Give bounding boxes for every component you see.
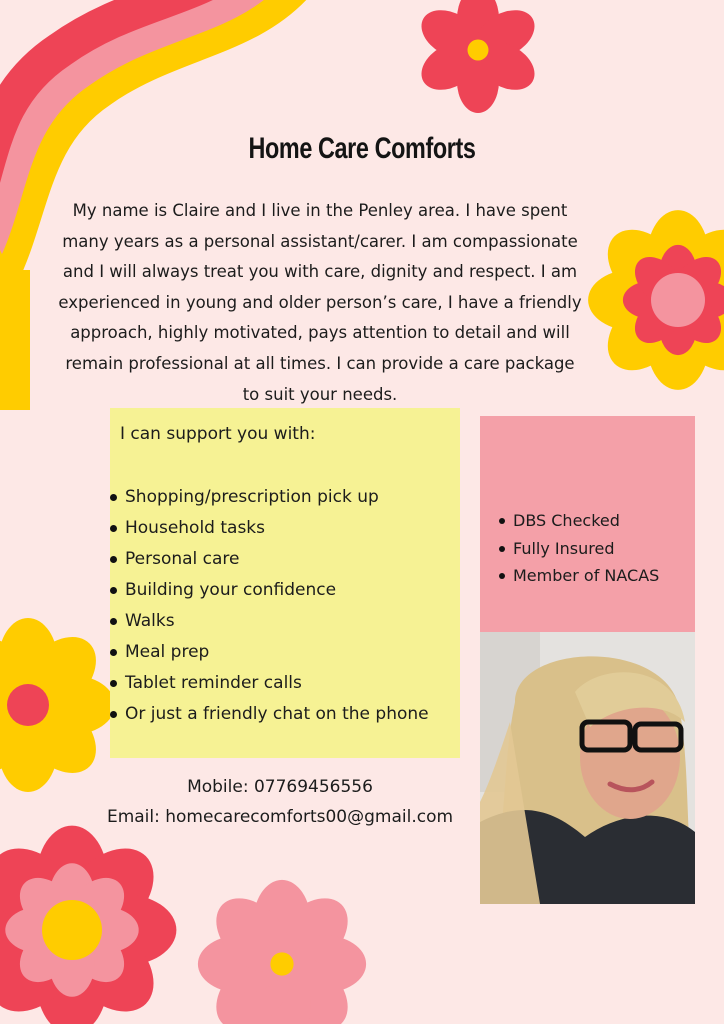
mobile-number: Mobile: 07769456556 (187, 777, 373, 797)
support-list (125, 482, 429, 730)
list-item: Or just a friendly chat on the phone (125, 699, 429, 730)
flower-left-yellow (0, 618, 115, 792)
list-item: Walks (125, 606, 429, 637)
bullet-icon (110, 711, 117, 718)
bullet-icon (110, 494, 117, 501)
bullet-icon (499, 546, 505, 552)
list-item: Personal care (125, 544, 429, 575)
credentials-list (513, 507, 659, 590)
intro-paragraph: My name is Claire and I live in the Penley area. I have spent many years as a personal assistant/carer. I am compassionate and I will always treat you with care, dignity and respect. I am experienced in young and older person’s care, I have a friendly approach, highly motivated, pays attention to detail and will remain professional at all times. I can provide a care package to suit your needs. (58, 201, 582, 404)
email-address: Email: homecarecomforts00@gmail.com (106, 807, 454, 827)
flower-bottom-left (0, 826, 176, 1024)
list-item: Household tasks (125, 513, 429, 544)
contact-block (70, 772, 490, 832)
flower-right-big (588, 210, 724, 390)
bullet-icon (110, 618, 117, 625)
bullet-icon (110, 556, 117, 563)
list-item: Shopping/prescription pick up (125, 482, 429, 513)
bullet-icon (110, 649, 117, 656)
page-title: Home Care Comforts (248, 132, 476, 165)
list-item: Tablet reminder calls (125, 668, 429, 699)
list-item: Meal prep (125, 637, 429, 668)
flower-bottom-pink (198, 880, 366, 1024)
list-item: Building your confidence (125, 575, 429, 606)
portrait-photo (480, 632, 695, 904)
bullet-icon (499, 573, 505, 579)
list-item: Member of NACAS (513, 562, 659, 590)
portrait-illustration (480, 632, 695, 904)
bullet-icon (499, 518, 505, 524)
bullet-icon (110, 680, 117, 687)
bullet-icon (110, 587, 117, 594)
support-heading: I can support you with: (120, 424, 316, 444)
flower-top-red (413, 0, 543, 113)
list-item: Fully Insured (513, 535, 659, 563)
list-item: DBS Checked (513, 507, 659, 535)
support-panel (110, 408, 460, 758)
credentials-panel (480, 416, 695, 632)
bullet-icon (110, 525, 117, 532)
